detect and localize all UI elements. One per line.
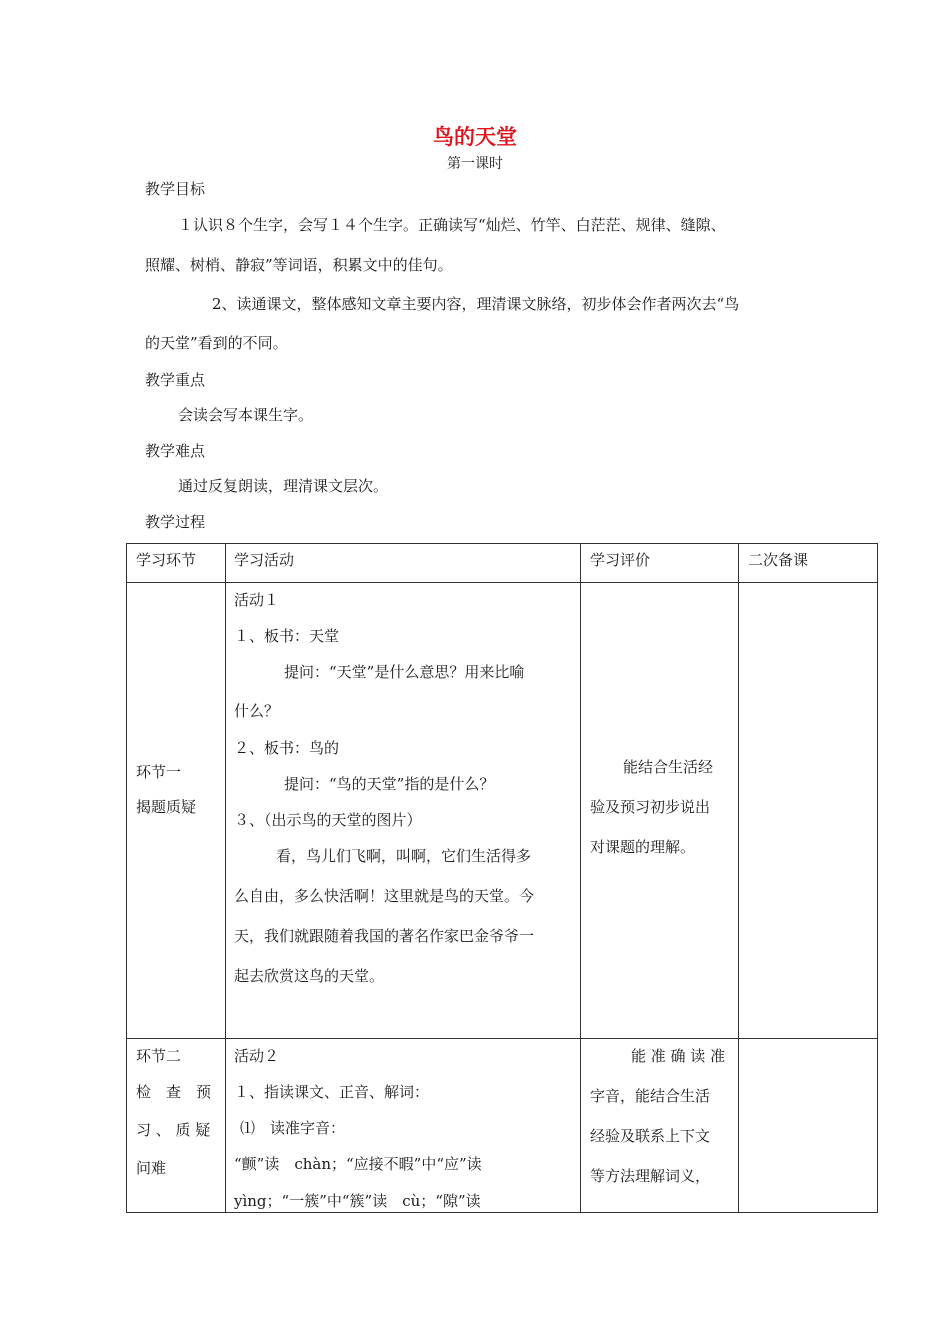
goal2-line2: 的天堂”看到的不同。 bbox=[145, 334, 288, 352]
evaluation-cell: 能 准 确 读 准 字音，能结合生活 经验及联系上下文 等方法理解词义， bbox=[581, 1039, 739, 1213]
header-second-prep: 二次备课 bbox=[739, 544, 878, 583]
page-subtitle: 第一课时 bbox=[447, 156, 503, 172]
stage-cell: 环节一 揭题质疑 bbox=[127, 583, 226, 1039]
goals-heading: 教学目标 bbox=[145, 180, 206, 198]
goal2-line1: 2、读通课文，整体感知文章主要内容，理清课文脉络，初步体会作者两次去“鸟 bbox=[212, 295, 740, 313]
second-prep-cell bbox=[739, 1039, 878, 1213]
activity-cell: 活动２ １、指读课文、正音、解词： ⑴ 读准字音： “颤”读 chàn；“应接不暇”中“应”读 yìng；“一簇”中“簇”读 cù；“隙”读 bbox=[226, 1039, 581, 1213]
difficulty-heading: 教学难点 bbox=[145, 442, 206, 460]
difficulty-text: 通过反复朗读，理清课文层次。 bbox=[178, 477, 389, 495]
header-evaluation: 学习评价 bbox=[581, 544, 739, 583]
evaluation-cell: 能结合生活经 验及预习初步说出 对课题的理解。 bbox=[581, 583, 739, 1039]
activity-cell: 活动１ １、板书：天堂 提问：“天堂”是什么意思？用来比喻 什么？ ２、板书：鸟的 提问：“鸟的天堂”指的是什么？ ３、（出示鸟的天堂的图片） 看，鸟儿们飞啊，叫啊，它们生活得多 么自由，多么快活啊！这里就是鸟的天堂。今 天，我们就跟随着我国的著名作家巴金爷爷一 起去欣赏这鸟的天堂。 bbox=[226, 583, 581, 1039]
second-prep-cell bbox=[739, 583, 878, 1039]
goal1-line1: １认识８个生字，会写１４个生字。正确读写“灿烂、竹竿、白茫茫、规律、缝隙、 bbox=[178, 216, 726, 234]
stage-cell: 环节二 检 查 预 习 、 质 疑 问难 bbox=[127, 1039, 226, 1213]
process-heading: 教学过程 bbox=[145, 513, 206, 531]
header-activity: 学习活动 bbox=[226, 544, 581, 583]
page-title: 鸟的天堂 bbox=[433, 125, 517, 149]
goal1-line2: 照耀、树梢、静寂”等词语，积累文中的佳句。 bbox=[145, 256, 453, 274]
lesson-process-table bbox=[126, 543, 878, 1213]
table-row bbox=[127, 583, 878, 1039]
table-header-row bbox=[127, 544, 878, 583]
key-text: 会读会写本课生字。 bbox=[178, 406, 314, 424]
table-row bbox=[127, 1039, 878, 1213]
key-heading: 教学重点 bbox=[145, 371, 206, 389]
header-stage: 学习环节 bbox=[127, 544, 226, 583]
